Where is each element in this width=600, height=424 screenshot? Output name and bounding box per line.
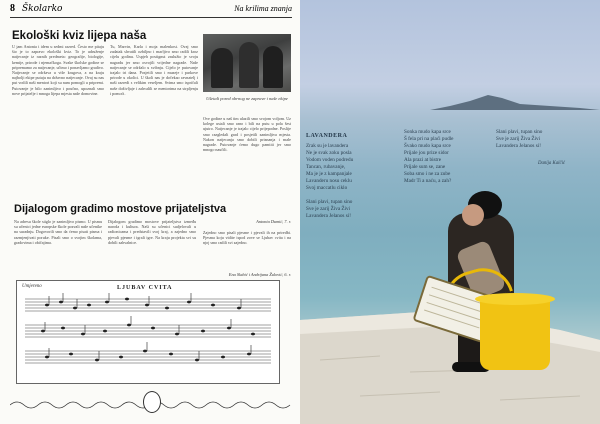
poem-line: Tancan, rubavanje, bbox=[306, 164, 346, 170]
poem-stanza bbox=[404, 129, 486, 185]
washboard-ridge bbox=[424, 310, 479, 329]
poem-line: Vodom voden podredu bbox=[306, 157, 354, 163]
article-text-column: Dijalogom gradimo mostove prijateljstva između naroda i kultura. Naši su učenici sudjelovali u radionicama i predstavili svoj kraj, a zajedno smo pjevali pjesme i igrali igre. Na kraju projekta svi su dobili zahvalnice. bbox=[108, 219, 196, 245]
photo-caption: Ušetali pored obrnog ne zaprave i naše ekipe bbox=[206, 96, 288, 101]
section-title: Na krilima znanja bbox=[234, 4, 292, 13]
poem-line: Svoj maccatlu ciklo bbox=[306, 185, 348, 191]
magazine-title: Školarko bbox=[22, 4, 63, 14]
poem-line: Lavanderu nosu ceklu bbox=[306, 178, 352, 184]
poem-author: Danija Kalčić bbox=[538, 161, 566, 166]
sheet-music bbox=[16, 280, 280, 384]
poem-line: Ne je svak zoku posla bbox=[306, 150, 352, 156]
group-photo bbox=[203, 34, 291, 92]
poem-title: LAVANDERA bbox=[306, 133, 348, 139]
article-text-column: Zajedno smo pisali pjesme i pjevali ih na priredbi. Pjesma koju vidite ispod zove se Ljubav cvita i na njoj smo radili svi zajedno. bbox=[203, 230, 291, 246]
article-text-column: U jam Antonia i idem u sedmi razred. Često me pitaju što je to zapravo ekološki kviz. To je udruženje natjecanje iz raznih predmeta: geografije, biologije, kemije, prirode i njemačkoga. Svake školske godine se pripremamo za natjecanje, učimo i ponavljamo gradivo. Natjecanje se održava u više krugova, a na kraju najbolji ekipe putuju na državno natjecanje. Ovaj su nas put vodili naši mentori koji su nam pomogli u pripremi. Putovanje je bilo zanimljivo i poučno, upoznali smo nove prijatelje i mnoga lijepa mjesta naše domovine. bbox=[12, 44, 104, 96]
poem-line: Sonka mudo kapa srce bbox=[404, 129, 451, 135]
article-title: Dijalogom gradimo mostove prijateljstva bbox=[14, 203, 227, 215]
music-staves bbox=[17, 281, 279, 383]
poem-line: Š fela pri na plaći pudle bbox=[404, 136, 454, 142]
sheet-title: LJUBAV CVITA bbox=[117, 285, 173, 291]
poem-stanza bbox=[306, 143, 386, 220]
poem-line: Soba smo i ne za zube bbox=[404, 171, 451, 177]
page-number: 8 bbox=[10, 3, 15, 14]
article-text-column: Ove godine u naš tim ulazili smo svojom voljom. Uz kolege ustali smo rano i bili na putu u pola šest ujutro. Natjecanje je trajalo cijelo prijepodne. Poslije smo razgledali grad i posjetili zanimljiva mjesta. Nakon natjecanja smo dobili priznanja i male nagrade. Putovanje ćemo dugo pamtiti jer smo mnogo naučili. bbox=[203, 116, 291, 153]
yellow-bucket bbox=[480, 296, 550, 370]
poem-line: Švako mudo kapa srce bbox=[404, 143, 451, 149]
woman-head bbox=[462, 204, 484, 226]
person-figure bbox=[263, 46, 283, 88]
poem-line: Sve je zarij Živa Živi bbox=[306, 206, 351, 212]
island-silhouette bbox=[430, 92, 600, 112]
article-author: Ena Slabić i Andrijana Žulović, 6. r. bbox=[228, 272, 291, 277]
ornament-icon bbox=[143, 391, 161, 413]
washboard-ridge bbox=[426, 302, 481, 321]
article-author: Antonia Dumić, 7. r. bbox=[256, 219, 291, 224]
poem-line: Madr Ti a naću, a zah? bbox=[404, 178, 452, 184]
poem-line: Lavandera Jelanos si! bbox=[306, 213, 351, 219]
article-text-column: Tu, Marvin, Karla i moja malenkost. Ovaj smo zadatak shvatili ozbiljno i marljivo smo radili kroz cijelu godinu. Uspjeh postignut zaslužio je svoju nagradu jer smo osvojili vrijedne nagrade. Naše natjecanje se održalo u svibnju. Cijelo je putovanje trajalo tri dana. Posjetili smo i muzeje i parkove prirode u okolici. U školi nas je dočekao ravnatelj i naši razredi s velikim veseljem. Svima smo ispričali naše doživljaje i zahvalili se mentorima na strpljenju i pomoći. bbox=[110, 44, 198, 96]
person-figure bbox=[239, 42, 259, 88]
poem-line: Zrak su je lavandera bbox=[306, 143, 349, 149]
poem-stanza bbox=[496, 129, 578, 150]
poem-line: Prijale sum se, zane bbox=[404, 164, 446, 170]
poem-line: Ma je je z kampanjale bbox=[306, 171, 352, 177]
poem-line: Prijale jou prize sidor bbox=[404, 150, 449, 156]
poem-line: Lavandera Jelanos si! bbox=[496, 143, 541, 149]
article-text-column: Na adresu škole stiglo je zanimljivo pismo. U pismu su učenici jedne europske škole pozvali naše učenike na suradnju. Dogovorili smo da ćemo pisati pisma i razmjenjivati poruke. Pisali smo o svojim školama, gradovima i običajima. bbox=[14, 219, 102, 245]
poem-line: Slani plavi, tupan sino bbox=[496, 129, 543, 135]
sheet-tempo: Umjereno bbox=[22, 284, 42, 289]
poem-line: Ala prazi at bistre bbox=[404, 157, 442, 163]
bucket-rim bbox=[475, 293, 555, 305]
person-figure bbox=[211, 48, 233, 88]
poem-line: Slani plavi, tupan sino bbox=[306, 199, 353, 205]
page-header bbox=[10, 3, 292, 18]
article-title: Ekološki kviz lijepa naša bbox=[12, 30, 147, 42]
poem-line: Sve je zarij Živa Živi bbox=[496, 136, 541, 142]
right-page-photo bbox=[300, 0, 600, 424]
